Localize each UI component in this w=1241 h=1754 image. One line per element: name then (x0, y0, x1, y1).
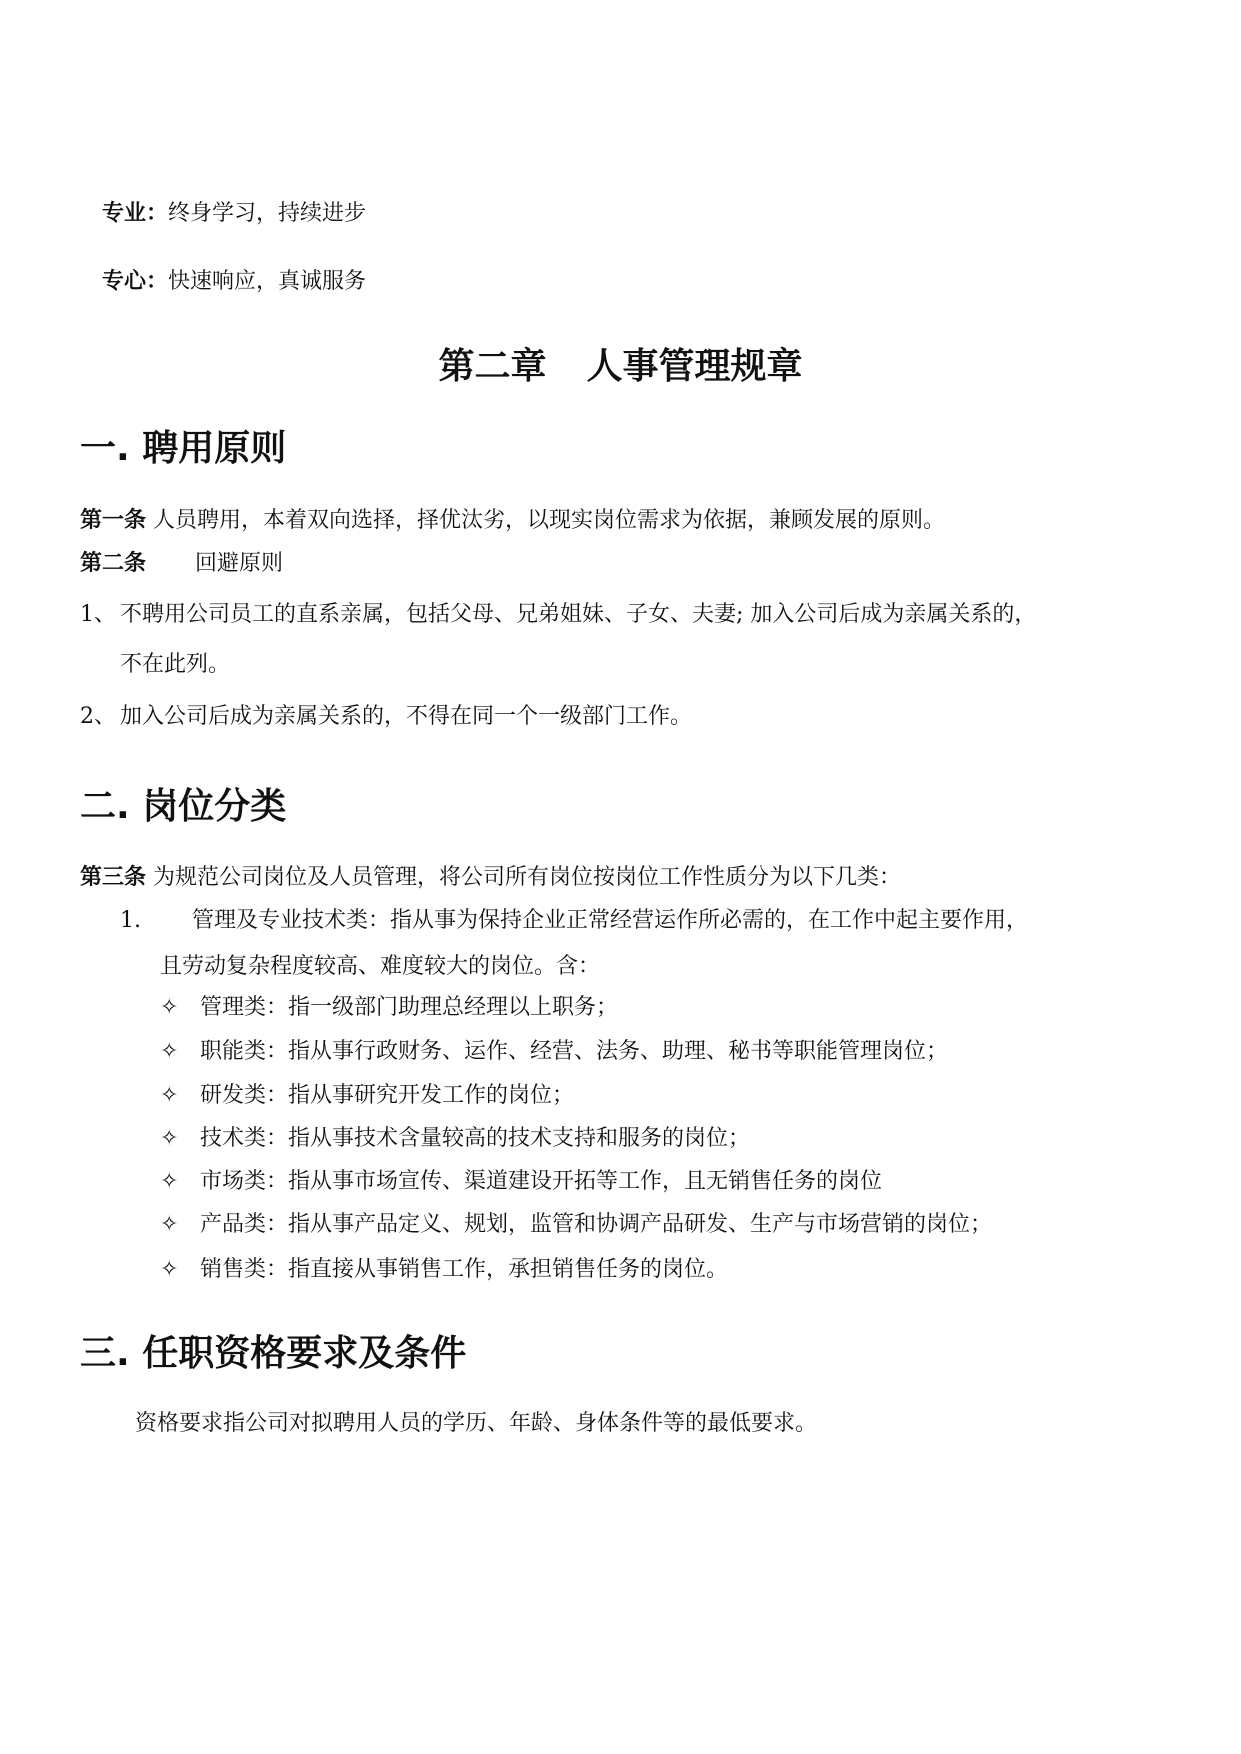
avoidance-item-1: 1、 不聘用公司员工的直系亲属，包括父母、兄弟姐妹、子女、夫妻; 加入公司后成为亲属关系的， (80, 602, 1037, 627)
avoidance-item-1-continued: 不在此列。 (120, 652, 231, 677)
section-title-qualification-requirements: 三. 任职资格要求及条件 (80, 1333, 467, 1374)
section-title-hiring-principles: 一. 聘用原则 (80, 428, 287, 469)
bullet-item: ✧ 技术类：指从事技术含量较高的技术支持和服务的岗位； (160, 1124, 750, 1154)
bullet-marker-icon: ✧ (160, 1126, 179, 1151)
bullet-marker-icon: ✧ (160, 1039, 179, 1064)
bullet-item: ✧ 销售类：指直接从事销售工作，承担销售任务的岗位。 (160, 1255, 728, 1285)
qualification-paragraph: 资格要求指公司对拟聘用人员的学历、年龄、身体条件等的最低要求。 (135, 1411, 818, 1436)
bullet-item: ✧ 市场类：指从事市场宣传、渠道建设开拓等工作，且无销售任务的岗位 (160, 1167, 882, 1197)
article-3: 第三条 为规范公司岗位及人员管理，将公司所有岗位按岗位工作性质分为以下几类： (80, 864, 902, 890)
bullet-marker-icon: ✧ (160, 1212, 179, 1237)
article-2: 第二条 回避原则 (80, 550, 284, 576)
value-line-dedicated: 专心：快速响应，真诚服务 (102, 268, 367, 294)
chapter-title: 第二章 人事管理规章 (438, 345, 803, 387)
bullet-item: ✧ 研发类：指从事研究开发工作的岗位； (160, 1081, 574, 1111)
bullet-item: ✧ 产品类：指从事产品定义、规划，监管和协调产品研发、生产与市场营销的岗位； (160, 1210, 992, 1240)
category-1-continued: 且劳动复杂程度较高、难度较大的岗位。含： (160, 954, 601, 979)
value-line-professional: 专业：终身学习，持续进步 (102, 200, 367, 226)
section-title-position-classification: 二. 岗位分类 (80, 786, 287, 827)
bullet-item: ✧ 管理类：指一级部门助理总经理以上职务； (160, 993, 618, 1023)
bullet-item: ✧ 职能类：指从事行政财务、运作、经营、法务、助理、秘书等职能管理岗位； (160, 1037, 948, 1067)
bullet-marker-icon: ✧ (160, 1083, 179, 1108)
avoidance-item-2: 2、 加入公司后成为亲属关系的，不得在同一个一级部门工作。 (80, 704, 693, 729)
bullet-marker-icon: ✧ (160, 1257, 179, 1282)
article-1: 第一条 人员聘用，本着双向选择，择优汰劣，以现实岗位需求为依据，兼顾发展的原则。 (80, 507, 946, 533)
bullet-marker-icon: ✧ (160, 995, 179, 1020)
bullet-marker-icon: ✧ (160, 1169, 179, 1194)
category-1: 1. 管理及专业技术类：指从事为保持企业正常经营运作所必需的，在工作中起主要作用， (120, 908, 1029, 933)
